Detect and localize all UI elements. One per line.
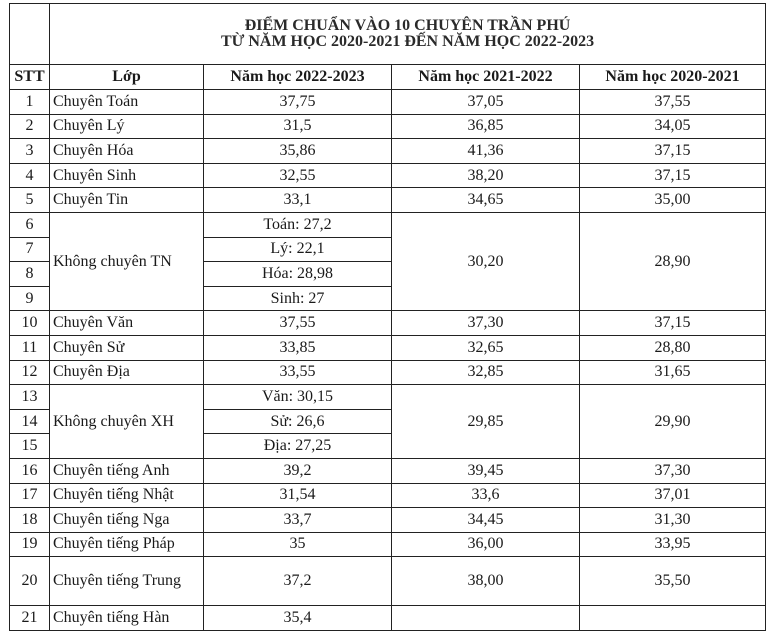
score-2021-2022: 39,45 — [392, 458, 580, 483]
row-stt: 16 — [10, 458, 50, 483]
row-class-name: Chuyên tiếng Nga — [50, 508, 204, 533]
score-2021-2022: 34,45 — [392, 508, 580, 533]
row-stt: 8 — [10, 262, 50, 287]
score-2021-2022: 37,05 — [392, 90, 580, 115]
table-row — [10, 139, 766, 164]
score-2020-2021: 31,30 — [580, 508, 766, 533]
row-stt: 12 — [10, 360, 50, 385]
score-2022-2023: Hóa: 28,98 — [204, 262, 392, 287]
table-row — [10, 335, 766, 360]
header-stt: STT — [10, 65, 50, 90]
score-2022-2023: Sinh: 27 — [204, 286, 392, 311]
table-row — [10, 311, 766, 336]
row-class-name: Chuyên tiếng Pháp — [50, 532, 204, 557]
table-row — [10, 188, 766, 213]
score-2020-2021: 29,90 — [580, 385, 766, 459]
row-stt: 14 — [10, 409, 50, 434]
table-row — [10, 114, 766, 139]
score-2022-2023: 31,5 — [204, 114, 392, 139]
score-2022-2023: 31,54 — [204, 483, 392, 508]
score-2022-2023: Lý: 22,1 — [204, 237, 392, 262]
score-2022-2023: 35,86 — [204, 139, 392, 164]
score-2022-2023: 33,1 — [204, 188, 392, 213]
score-2021-2022: 36,00 — [392, 532, 580, 557]
row-stt: 4 — [10, 163, 50, 188]
score-2022-2023: 35 — [204, 532, 392, 557]
score-2020-2021: 28,80 — [580, 335, 766, 360]
score-2021-2022: 34,65 — [392, 188, 580, 213]
score-2021-2022: 32,85 — [392, 360, 580, 385]
row-class-name: Chuyên Sử — [50, 335, 204, 360]
group-class-name-xh: Không chuyên XH — [50, 385, 204, 459]
score-2021-2022: 37,30 — [392, 311, 580, 336]
score-2021-2022 — [392, 606, 580, 631]
score-2022-2023: 33,55 — [204, 360, 392, 385]
table-row — [10, 212, 766, 237]
table-row — [10, 557, 766, 606]
score-2021-2022: 41,36 — [392, 139, 580, 164]
title-line-2: TỪ NĂM HỌC 2020-2021 ĐẾN NĂM HỌC 2022-2023 — [220, 33, 595, 50]
score-2021-2022: 29,85 — [392, 385, 580, 459]
row-stt: 13 — [10, 385, 50, 410]
table-row — [10, 360, 766, 385]
row-class-name: Chuyên Lý — [50, 114, 204, 139]
row-class-name: Chuyên Địa — [50, 360, 204, 385]
row-stt: 1 — [10, 90, 50, 115]
row-stt: 10 — [10, 311, 50, 336]
row-stt: 17 — [10, 483, 50, 508]
score-2022-2023: 33,85 — [204, 335, 392, 360]
title-row — [10, 4, 766, 65]
score-2021-2022: 30,20 — [392, 212, 580, 310]
score-2022-2023: 35,4 — [204, 606, 392, 631]
score-2020-2021: 37,15 — [580, 163, 766, 188]
row-class-name: Chuyên Toán — [50, 90, 204, 115]
header-row — [10, 65, 766, 90]
score-2022-2023: Địa: 27,25 — [204, 434, 392, 459]
score-2021-2022: 32,65 — [392, 335, 580, 360]
row-class-name: Chuyên tiếng Hàn — [50, 606, 204, 631]
score-2022-2023: Toán: 27,2 — [204, 212, 392, 237]
score-2020-2021: 35,50 — [580, 557, 766, 606]
group-class-name-tn: Không chuyên TN — [50, 212, 204, 310]
score-2021-2022: 38,20 — [392, 163, 580, 188]
score-2020-2021: 37,30 — [580, 458, 766, 483]
table-title — [50, 4, 766, 65]
score-2022-2023: 37,2 — [204, 557, 392, 606]
header-lop: Lớp — [50, 65, 204, 90]
score-2020-2021 — [580, 606, 766, 631]
row-stt: 21 — [10, 606, 50, 631]
score-2020-2021: 31,65 — [580, 360, 766, 385]
score-2020-2021: 37,15 — [580, 139, 766, 164]
score-2020-2021: 33,95 — [580, 532, 766, 557]
table-row — [10, 606, 766, 631]
table-row — [10, 90, 766, 115]
score-2020-2021: 37,55 — [580, 90, 766, 115]
score-2022-2023: 39,2 — [204, 458, 392, 483]
row-stt: 6 — [10, 212, 50, 237]
row-stt: 11 — [10, 335, 50, 360]
table-row — [10, 508, 766, 533]
row-class-name: Chuyên Sinh — [50, 163, 204, 188]
score-2020-2021: 37,15 — [580, 311, 766, 336]
score-2020-2021: 35,00 — [580, 188, 766, 213]
title-line-1: ĐIỂM CHUẨN VÀO 10 CHUYÊN TRẦN PHÚ — [244, 17, 571, 34]
row-class-name: Chuyên Tin — [50, 188, 204, 213]
row-class-name: Chuyên tiếng Trung — [50, 557, 204, 606]
row-class-name: Chuyên Văn — [50, 311, 204, 336]
score-table — [9, 3, 766, 631]
row-stt: 3 — [10, 139, 50, 164]
score-2021-2022: 36,85 — [392, 114, 580, 139]
score-2022-2023: 37,55 — [204, 311, 392, 336]
table-row — [10, 163, 766, 188]
table-row — [10, 483, 766, 508]
row-stt: 15 — [10, 434, 50, 459]
row-stt: 9 — [10, 286, 50, 311]
score-2022-2023: 32,55 — [204, 163, 392, 188]
table-row — [10, 532, 766, 557]
row-stt: 19 — [10, 532, 50, 557]
score-2021-2022: 33,6 — [392, 483, 580, 508]
score-2022-2023: Văn: 30,15 — [204, 385, 392, 410]
score-2020-2021: 37,01 — [580, 483, 766, 508]
score-2020-2021: 34,05 — [580, 114, 766, 139]
row-stt: 20 — [10, 557, 50, 606]
header-year-2020-2021: Năm học 2020-2021 — [580, 65, 766, 90]
score-2022-2023: 37,75 — [204, 90, 392, 115]
row-class-name: Chuyên tiếng Anh — [50, 458, 204, 483]
row-stt: 2 — [10, 114, 50, 139]
score-2022-2023: 33,7 — [204, 508, 392, 533]
header-year-2021-2022: Năm học 2021-2022 — [392, 65, 580, 90]
header-year-2022-2023: Năm học 2022-2023 — [204, 65, 392, 90]
row-stt: 18 — [10, 508, 50, 533]
table-row — [10, 385, 766, 410]
table-row — [10, 458, 766, 483]
score-2021-2022: 38,00 — [392, 557, 580, 606]
score-2022-2023: Sử: 26,6 — [204, 409, 392, 434]
row-stt: 7 — [10, 237, 50, 262]
row-class-name: Chuyên tiếng Nhật — [50, 483, 204, 508]
score-2020-2021: 28,90 — [580, 212, 766, 310]
row-class-name: Chuyên Hóa — [50, 139, 204, 164]
row-stt: 5 — [10, 188, 50, 213]
title-corner-cell — [10, 4, 50, 65]
